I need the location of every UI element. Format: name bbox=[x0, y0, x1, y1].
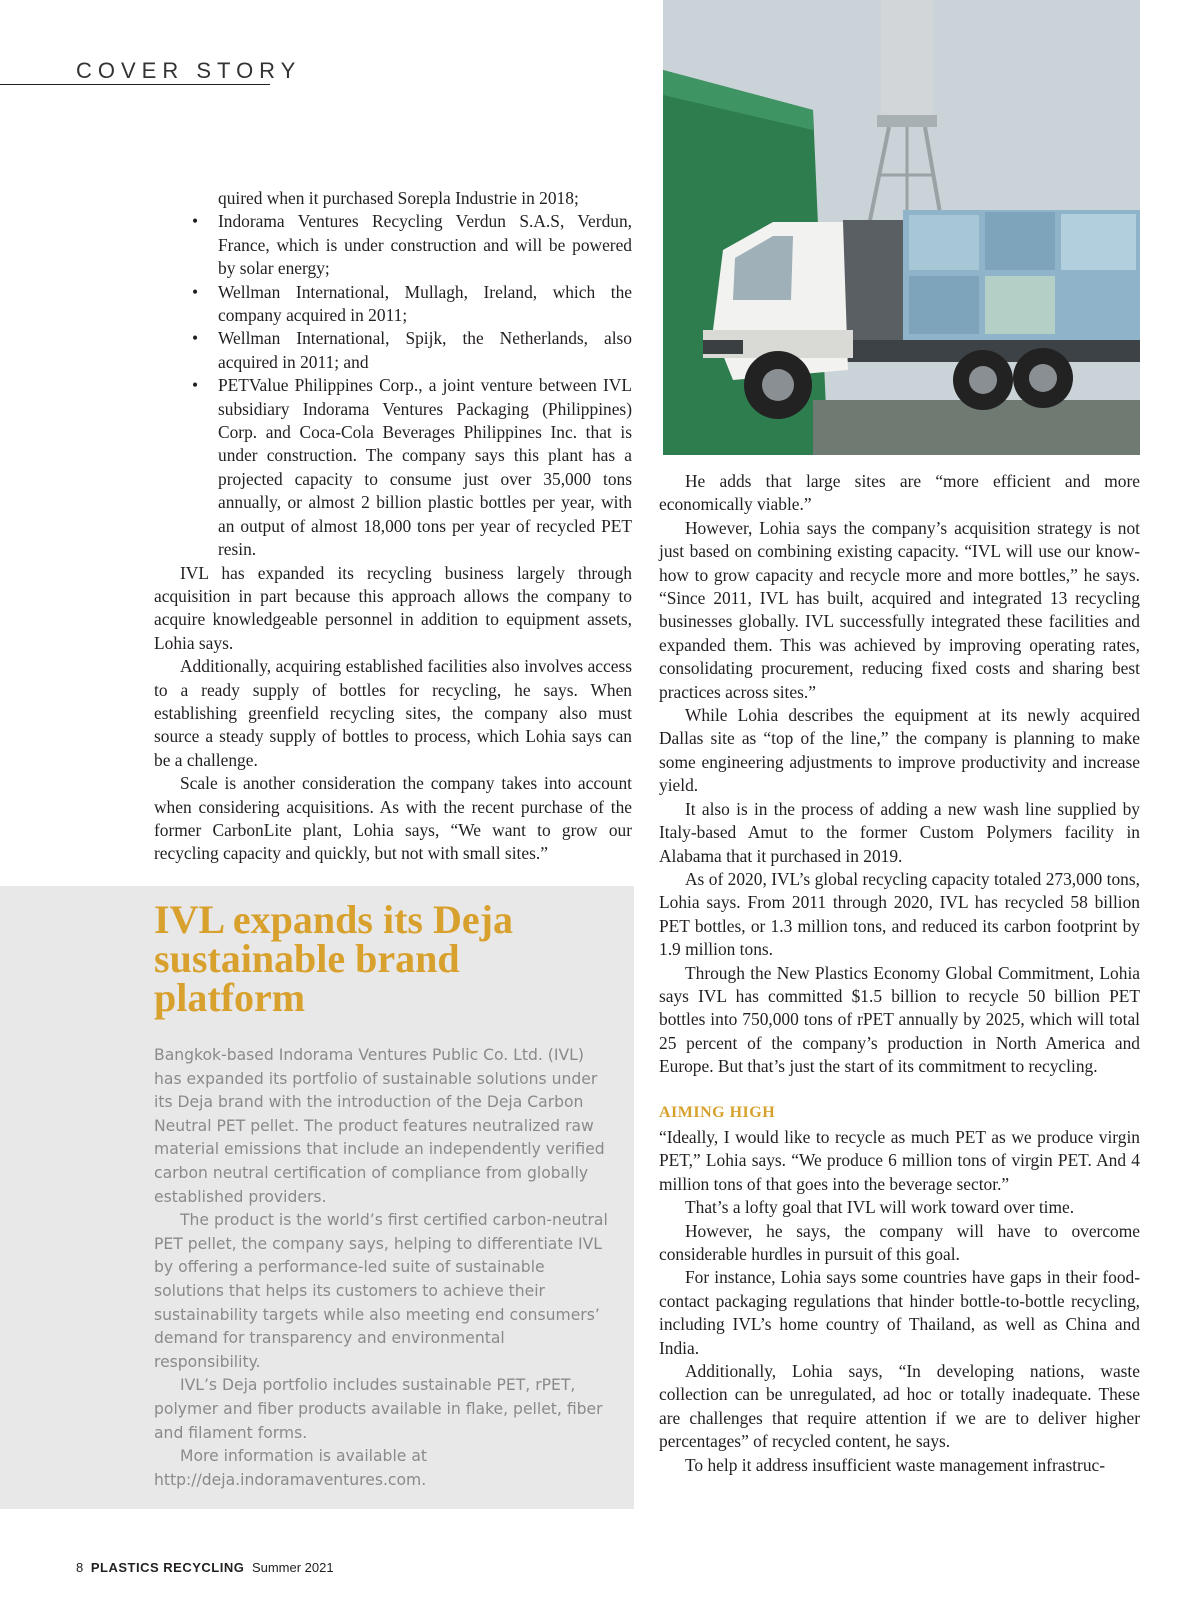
list-item: • Wellman International, Spijk, the Netherlands, also acquired in 2011; and bbox=[218, 327, 632, 374]
page-footer bbox=[76, 1560, 334, 1575]
body-paragraph: Additionally, acquiring established facilities also involves access to a ready supply of bottles for recycling, he says. When establishing greenfield recycling sites, the company also must source a steady supply of bottles to process, which Lohia says can be a challenge. bbox=[154, 656, 632, 770]
sidebar-box bbox=[0, 886, 634, 1509]
section-label: COVER STORY bbox=[76, 58, 302, 83]
body-paragraph: However, Lohia says the company’s acquisition strategy is not just based on combining existing capacity. “IVL will use our know-how to grow capacity and recycle more and more bottles,” he says. “Since 2011, IVL has built, acquired and integrated 13 recycling businesses globally. IVL successfully integrated these facilities and expanded them. This was achieved by improving operating rates, consolidating procurement, reducing fixed costs and sharing best practices across sites.” bbox=[659, 517, 1140, 702]
left-column bbox=[154, 187, 632, 866]
issue-date: Summer 2021 bbox=[251, 1560, 334, 1575]
sidebar-paragraph: IVL’s Deja portfolio includes sustainable PET, rPET, polymer and fiber products available in flake, pellet, fiber and filament forms. bbox=[154, 1376, 603, 1442]
sidebar-text bbox=[154, 1044, 612, 1492]
body-paragraph: That’s a lofty goal that IVL will work toward over time. bbox=[685, 1197, 1075, 1218]
section-rule bbox=[0, 84, 270, 85]
sidebar-title: IVL expands its Deja sustainable brand platform bbox=[154, 897, 513, 1020]
body-paragraph: For instance, Lohia says some countries have gaps in their food-contact packaging regulations that hinder bottle-to-bottle recycling, including IVL’s home country of Thailand, as well as China and India. bbox=[659, 1267, 1140, 1358]
facility-list bbox=[154, 187, 632, 562]
body-paragraph: IVL has expanded its recycling business largely through acquisition in part because this approach allows the company to acquire knowledgeable personnel in addition to equipment assets, Lohia says. bbox=[154, 562, 632, 653]
body-paragraph: However, he says, the company will have to overcome considerable hurdles in pursuit of this goal. bbox=[659, 1220, 1140, 1264]
list-item: • Wellman International, Mullagh, Ireland, which the company acquired in 2011; bbox=[218, 281, 632, 328]
body-paragraph: He adds that large sites are “more efficient and more economically viable.” bbox=[659, 471, 1140, 515]
list-item: • PETValue Philippines Corp., a joint venture between IVL subsidiary Indorama Ventures Packaging (Philippines) Corp. and Coca-Cola Beverages Philippines Inc. that is under construction. The company says this plant has a projected capacity to consume just over 35,000 tons annually, or almost 2 billion plastic bottles per year, with an output of almost 18,000 tons per year of recycled PET resin. bbox=[218, 374, 632, 561]
body-paragraph: Through the New Plastics Economy Global Commitment, Lohia says IVL has committed $1.5 billion to recycle 50 billion PET bottles into 750,000 tons of rPET annually by 2025, which will total 25 percent of the company’s production in North America and Europe. But that’s just the start of its commitment to recycling. bbox=[659, 962, 1140, 1077]
sidebar-paragraph: More information is available at http://deja.indoramaventures.com. bbox=[154, 1447, 427, 1489]
photo-silo bbox=[881, 0, 933, 120]
sidebar-paragraph: Bangkok-based Indorama Ventures Public Co. Ltd. (IVL) has expanded its portfolio of sustainable solutions under its Deja brand with the introduction of the Deja Carbon Neutral PET pellet. The product features neutralized raw material emissions that include an independently verified carbon neutral certification of compliance from globally established providers. bbox=[154, 1046, 605, 1206]
body-paragraph: Additionally, Lohia says, “In developing nations, waste collection can be unregulated, ad hoc or totally inadequate. These are challenges that require attention if we are to deliver higher percentages” of recycled content, he says. bbox=[659, 1361, 1140, 1452]
subhead-aiming-high: AIMING HIGH bbox=[659, 1103, 776, 1121]
body-paragraph: “Ideally, I would like to recycle as much PET as we produce virgin PET,” Lohia says. “We produce 6 million tons of virgin PET. And 4 million tons of that goes into the beverage sector.” bbox=[659, 1126, 1140, 1194]
list-item: • Indorama Ventures Recycling Verdun S.A.S, Verdun, France, which is under construction and will be powered by solar energy; bbox=[218, 210, 632, 280]
page-number: 8 bbox=[76, 1560, 84, 1575]
sidebar-paragraph: The product is the world’s first certified carbon-neutral PET pellet, the company says, helping to differentiate IVL by offering a performance-led suite of sustainable solutions that helps its customers to achieve their sustainability targets while also meeting end consumers’ demand for transparency and environmental responsibility. bbox=[154, 1211, 608, 1371]
body-paragraph: Scale is another consideration the company takes into account when considering acquisitions. As with the recent purchase of the former CarbonLite plant, Lohia says, “We want to grow our recycling capacity and quickly, but not with small sites.” bbox=[154, 773, 632, 864]
list-item: quired when it purchased Sorepla Industrie in 2018; bbox=[218, 188, 579, 208]
cover-photo bbox=[663, 0, 1140, 455]
photo-bales bbox=[903, 210, 1140, 340]
body-paragraph: It also is in the process of adding a new wash line supplied by Italy-based Amut to the former Custom Polymers facility in Alabama that it purchased in 2019. bbox=[659, 798, 1140, 866]
body-paragraph: As of 2020, IVL’s global recycling capacity totaled 273,000 tons, Lohia says. From 2011 through 2020, IVL has recycled 58 billion PET bottles, or 1.3 million tons, and reduced its carbon footprint by 1.9 million tons. bbox=[659, 868, 1140, 960]
right-column bbox=[659, 470, 1140, 1477]
body-paragraph: While Lohia describes the equipment at its newly acquired Dallas site as “top of the line,” the company is planning to make some engineering adjustments to improve productivity and increase yield. bbox=[659, 705, 1140, 796]
publication-name: PLASTICS RECYCLING bbox=[90, 1560, 245, 1575]
body-paragraph: To help it address insufficient waste management infrastruc- bbox=[685, 1454, 1106, 1475]
